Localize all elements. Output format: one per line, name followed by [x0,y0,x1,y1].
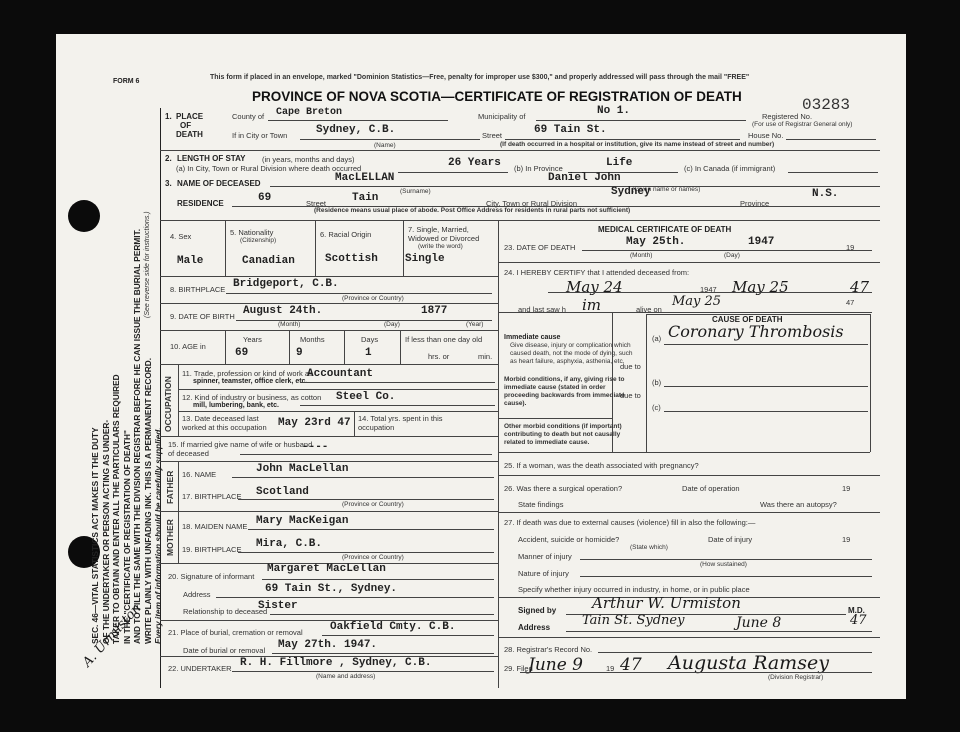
last-worked-label: 13. Date deceased last worked at this occupation [182,414,267,432]
medical-address-year: 47 [850,613,867,628]
filed-19: 19 [606,664,615,673]
form-number: FORM 6 [113,78,140,85]
sidebar-instructions: SEC. 46—VITAL STATISTICS ACT MAKES IT THE DUTY OF THE UNDERTAKER OR PERSON ACTING AS UNDER- TAKER TO OBTAIN AND ENTER ALL THE PARTICULARS REQUIRED IN THE "CERTIFICATE OF REGISTRATION OF DEATH" AND TO FILE THE SAME WITH THE DIVISION REGISTRAR BEFORE HE CAN ISSUE THE BURIAL PERMIT. WRITE PLAINLY WITH UNFADING INK. THIS IS A PERMANENT RECORD. Every item of information should be carefully supplied. [90,228,163,644]
medical-address-value: Tain St. Sydney [582,613,685,628]
envelope-notice: This form if placed in an envelope, marked "Dominion Statistics—Free, penalty for improper use $300," and properly addressed will pass through the mail "FREE" [210,74,750,81]
dob-label: 9. DATE OF BIRTH [170,312,235,321]
informant-sig-value: Margaret MacLellan [267,563,386,575]
alive-on-label: alive on [636,305,662,314]
age-months: 9 [296,347,303,359]
residence-note: (Residence means usual place of abode. Post Office Address for residents in rural parts not sufficient) [314,207,631,214]
nationality-label: 5. Nationality [230,228,274,237]
state-which: (State which) [630,544,668,551]
racial-label: 6. Racial Origin [320,230,372,239]
accident-label: Accident, suicide or homicide? [518,535,620,544]
q27-label: 27. If death was due to external causes (violence) fill in also the following:— [504,518,756,527]
last-saw-label: and last saw h [518,305,566,314]
sex-label: 4. Sex [170,232,192,241]
nationality-sub: (Citizenship) [240,237,277,244]
birthplace-value: Bridgeport, C.B. [233,278,339,290]
attended-to: May 25 [732,278,789,296]
filed-date: June 9 [528,655,583,675]
q25-label: 25. If a woman, was the death associated with pregnancy? [504,461,699,470]
q27-19: 19 [842,535,851,544]
cause-a-value: Coronary Thrombosis [668,322,844,341]
stay-label: LENGTH OF STAY [177,154,246,163]
name-label: NAME OF DECEASED [177,179,261,188]
hospital-note: (If death occurred in a hospital or institution, give its name instead of street and number) [500,141,775,148]
industry-value: Steel Co. [336,391,396,403]
burial-date-value: May 27th. 1947. [278,639,378,651]
other-label: Other morbid conditions (if important) contributing to death but not causally related to immediate cause. [504,423,622,446]
birthplace-label: 8. BIRTHPLACE [170,285,226,294]
alive-on-value: May 25 [672,294,722,309]
cause-c-label: (c) [652,403,661,412]
residence-street: Tain [352,192,379,204]
marital-value: Single [405,253,445,265]
date-injury-label: Date of injury [708,535,753,544]
stay-num: 2. [165,154,172,163]
registered-label: Registered No. [762,112,813,121]
dob-year: 1877 [421,305,448,317]
mother-maiden-value: Mary MacKeigan [256,515,349,527]
birthplace-caption: (Province or Country) [342,295,404,302]
attended-to-year: 47 [850,278,870,296]
sex-value: Male [177,255,204,267]
date-death-19: 19 [846,243,855,252]
father-birthplace-label: 17. BIRTHPLACE [182,492,242,501]
burial-place-value: Oakfield Cmty. C.B. [330,621,456,633]
morbid-label: Morbid conditions, if any, giving rise to immediate cause (stated in order proceeding backwards from immediate cause). [504,376,625,407]
place-num: 1. [165,112,172,121]
q26-date-label: Date of operation [682,484,740,493]
serial-number: 03283 [802,96,851,114]
name-num: 3. [165,179,172,188]
mother-birthplace-label: 19. BIRTHPLACE [182,545,242,554]
undertaker-caption: (Name and address) [316,673,376,680]
father-caption: (Province or Country) [342,501,404,508]
father-side-label: FATHER [165,470,175,504]
city-label: If in City or Town [232,131,288,140]
undertaker-label: 22. UNDERTAKER [168,664,232,673]
age-days: 1 [365,347,372,359]
mother-maiden-label: 18. MAIDEN NAME [182,522,248,531]
industry-label: 12. Kind of industry or business, as cotton [182,393,322,402]
q26-19: 19 [842,484,851,493]
spouse-label: 15. If married give name of wife or husband of deceased [168,440,313,458]
racial-value: Scottish [325,253,378,265]
q26-label: 26. Was there a surgical operation? [504,484,623,493]
municipality-label: Municipality of [478,112,526,121]
trade-sub: spinner, teamster, office clerk, etc. [193,378,308,385]
residence-city: Sydney [611,186,651,198]
trade-value: Accountant [307,368,374,380]
attended-from: May 24 [566,278,623,296]
dob-year-caption: (Year) [466,321,484,328]
signed-label: Signed by [518,606,557,615]
medical-address-date: June 8 [736,615,782,631]
cause-a-label: (a) [652,334,662,343]
place-label: PLACE OF DEATH [176,112,204,139]
dob-day-caption: (Day) [384,321,400,328]
date-death-value: May 25th. [626,236,686,248]
page-title: PROVINCE OF NOVA SCOTIA—CERTIFICATE OF REGISTRATION OF DEATH [252,89,742,104]
registrar-note: (For use of Registrar General only) [752,121,853,128]
undertaker-value: R. H. Fillmore , Sydney, C.B. [240,657,432,669]
residence-label: RESIDENCE [177,199,224,208]
autopsy-label: Was there an autopsy? [760,500,837,509]
street-label: Street [482,131,503,140]
county-label: County of [232,112,265,121]
house-label: House No. [748,131,784,140]
surname-caption: (Surname) [400,188,431,195]
age-months-label: Months [300,335,325,344]
municipality-value: No 1. [597,105,631,117]
filed-year: 47 [620,655,642,675]
age-min: min. [478,352,493,361]
alive-on-year: 47 [846,298,855,307]
age-hrs: hrs. or [428,352,450,361]
marital-label: 7. Single, Married, Widowed or Divorced [408,225,480,243]
residence-province-label: Province [740,199,770,208]
dob-month: August 24th. [243,305,323,317]
specify-label: Specify whether injury occurred in industry, in home, or in public place [518,585,750,594]
given-caption: (Given name or names) [632,186,701,193]
stay-b-label: (b) In Province [514,164,563,173]
mother-caption: (Province or Country) [342,554,404,561]
city-value: Sydney, C.B. [316,124,396,136]
registrar-signature: Augusta Ramsey [668,652,829,674]
burial-date-label: Date of burial or removal [183,646,266,655]
age-days-label: Days [361,335,379,344]
state-findings: State findings [518,500,564,509]
stay-sub: (in years, months and days) [262,155,355,164]
cause-header: CAUSE OF DEATH [712,315,783,324]
street-value: 69 Tain St. [534,124,607,136]
date-death-day-caption: (Day) [724,252,740,259]
last-saw-hand: im [582,296,602,314]
burial-place-label: 21. Place of burial, cremation or removal [168,628,303,637]
occupation-side-label: OCCUPATION [163,376,173,432]
q29-label: 29. Filed [504,664,533,673]
q28-label: 28. Registrar's Record No. [504,645,593,654]
stay-a-value: 26 Years [448,157,501,169]
medical-header: MEDICAL CERTIFICATE OF DEATH [598,225,732,234]
stay-c-label: (c) In Canada (if immigrant) [684,164,776,173]
date-death-year: 1947 [748,236,775,248]
father-birthplace-value: Scotland [256,486,309,498]
manner-label: Manner of injury [518,552,572,561]
due-to-1: due to [620,362,641,371]
stay-b-value: Life [606,157,633,169]
medical-address-label: Address [518,623,551,632]
age-hours-label: If less than one day old [405,335,483,344]
certify-label: 24. I HEREBY CERTIFY that I attended deceased from: [504,268,690,277]
due-to-2: due to [620,391,641,400]
stay-a-label: (a) In City, Town or Rural Division where death occurred [176,164,362,173]
total-years-label: 14. Total yrs. spent in this occupation [358,414,443,432]
last-worked-value: May 23rd 47 [278,417,351,429]
registrar-caption: (Division Registrar) [768,674,824,681]
nationality-value: Canadian [242,255,295,267]
name-caption: (Name) [374,142,396,149]
father-name-label: 16. NAME [182,470,217,479]
nature-label: Nature of injury [518,569,569,578]
informant-sig-label: 20. Signature of informant [168,572,255,581]
father-name-value: John MacLellan [256,463,349,475]
immediate-label: Immediate cause [504,334,561,341]
mother-birthplace-value: Mira, C.B. [256,538,323,550]
binder-hole-top [68,200,100,232]
date-death-month-caption: (Month) [630,252,653,259]
attended-from-year: 1947 [700,285,717,294]
industry-sub: mill, lumbering, bank, etc. [193,402,279,409]
county-value: Cape Breton [276,107,343,118]
how-sustained: (How sustained) [700,561,747,568]
dob-month-caption: (Month) [278,321,301,328]
given-value: Daniel John [548,172,621,184]
marital-sub: (write the word) [418,243,463,250]
age-years-label: Years [243,335,262,344]
residence-province: N.S. [812,188,839,200]
residence-street-label: Street [306,199,327,208]
cause-b-label: (b) [652,378,662,387]
md-label: M.D. [848,606,865,615]
reverse-side-note: (See reverse side for instructions.) [144,211,151,318]
immediate-sub: Give disease, injury or complication which caused death, not the mode of dying, such as heart failure, asphyxia, asthenia, etc. [510,342,633,365]
informant-address-label: Address [183,590,211,599]
trade-label: 11. Trade, profession or kind of work as [182,369,313,378]
margin-signature: A. Urmiston [80,600,145,671]
date-death-label: 23. DATE OF DEATH [504,243,576,252]
age-years: 69 [235,347,249,359]
residence-city-label: City, Town or Rural Division [486,199,577,208]
relationship-label: Relationship to deceased [183,607,268,616]
informant-address-value: 69 Tain St., Sydney. [265,583,398,595]
mother-side-label: MOTHER [165,519,175,556]
residence-number: 69 [258,192,272,204]
surname-value: MacLELLAN [335,172,395,184]
signed-value: Arthur W. Urmiston [592,594,741,612]
relationship-value: Sister [258,600,298,612]
age-label: 10. AGE in [170,342,206,351]
spouse-value: ---- [302,441,329,453]
